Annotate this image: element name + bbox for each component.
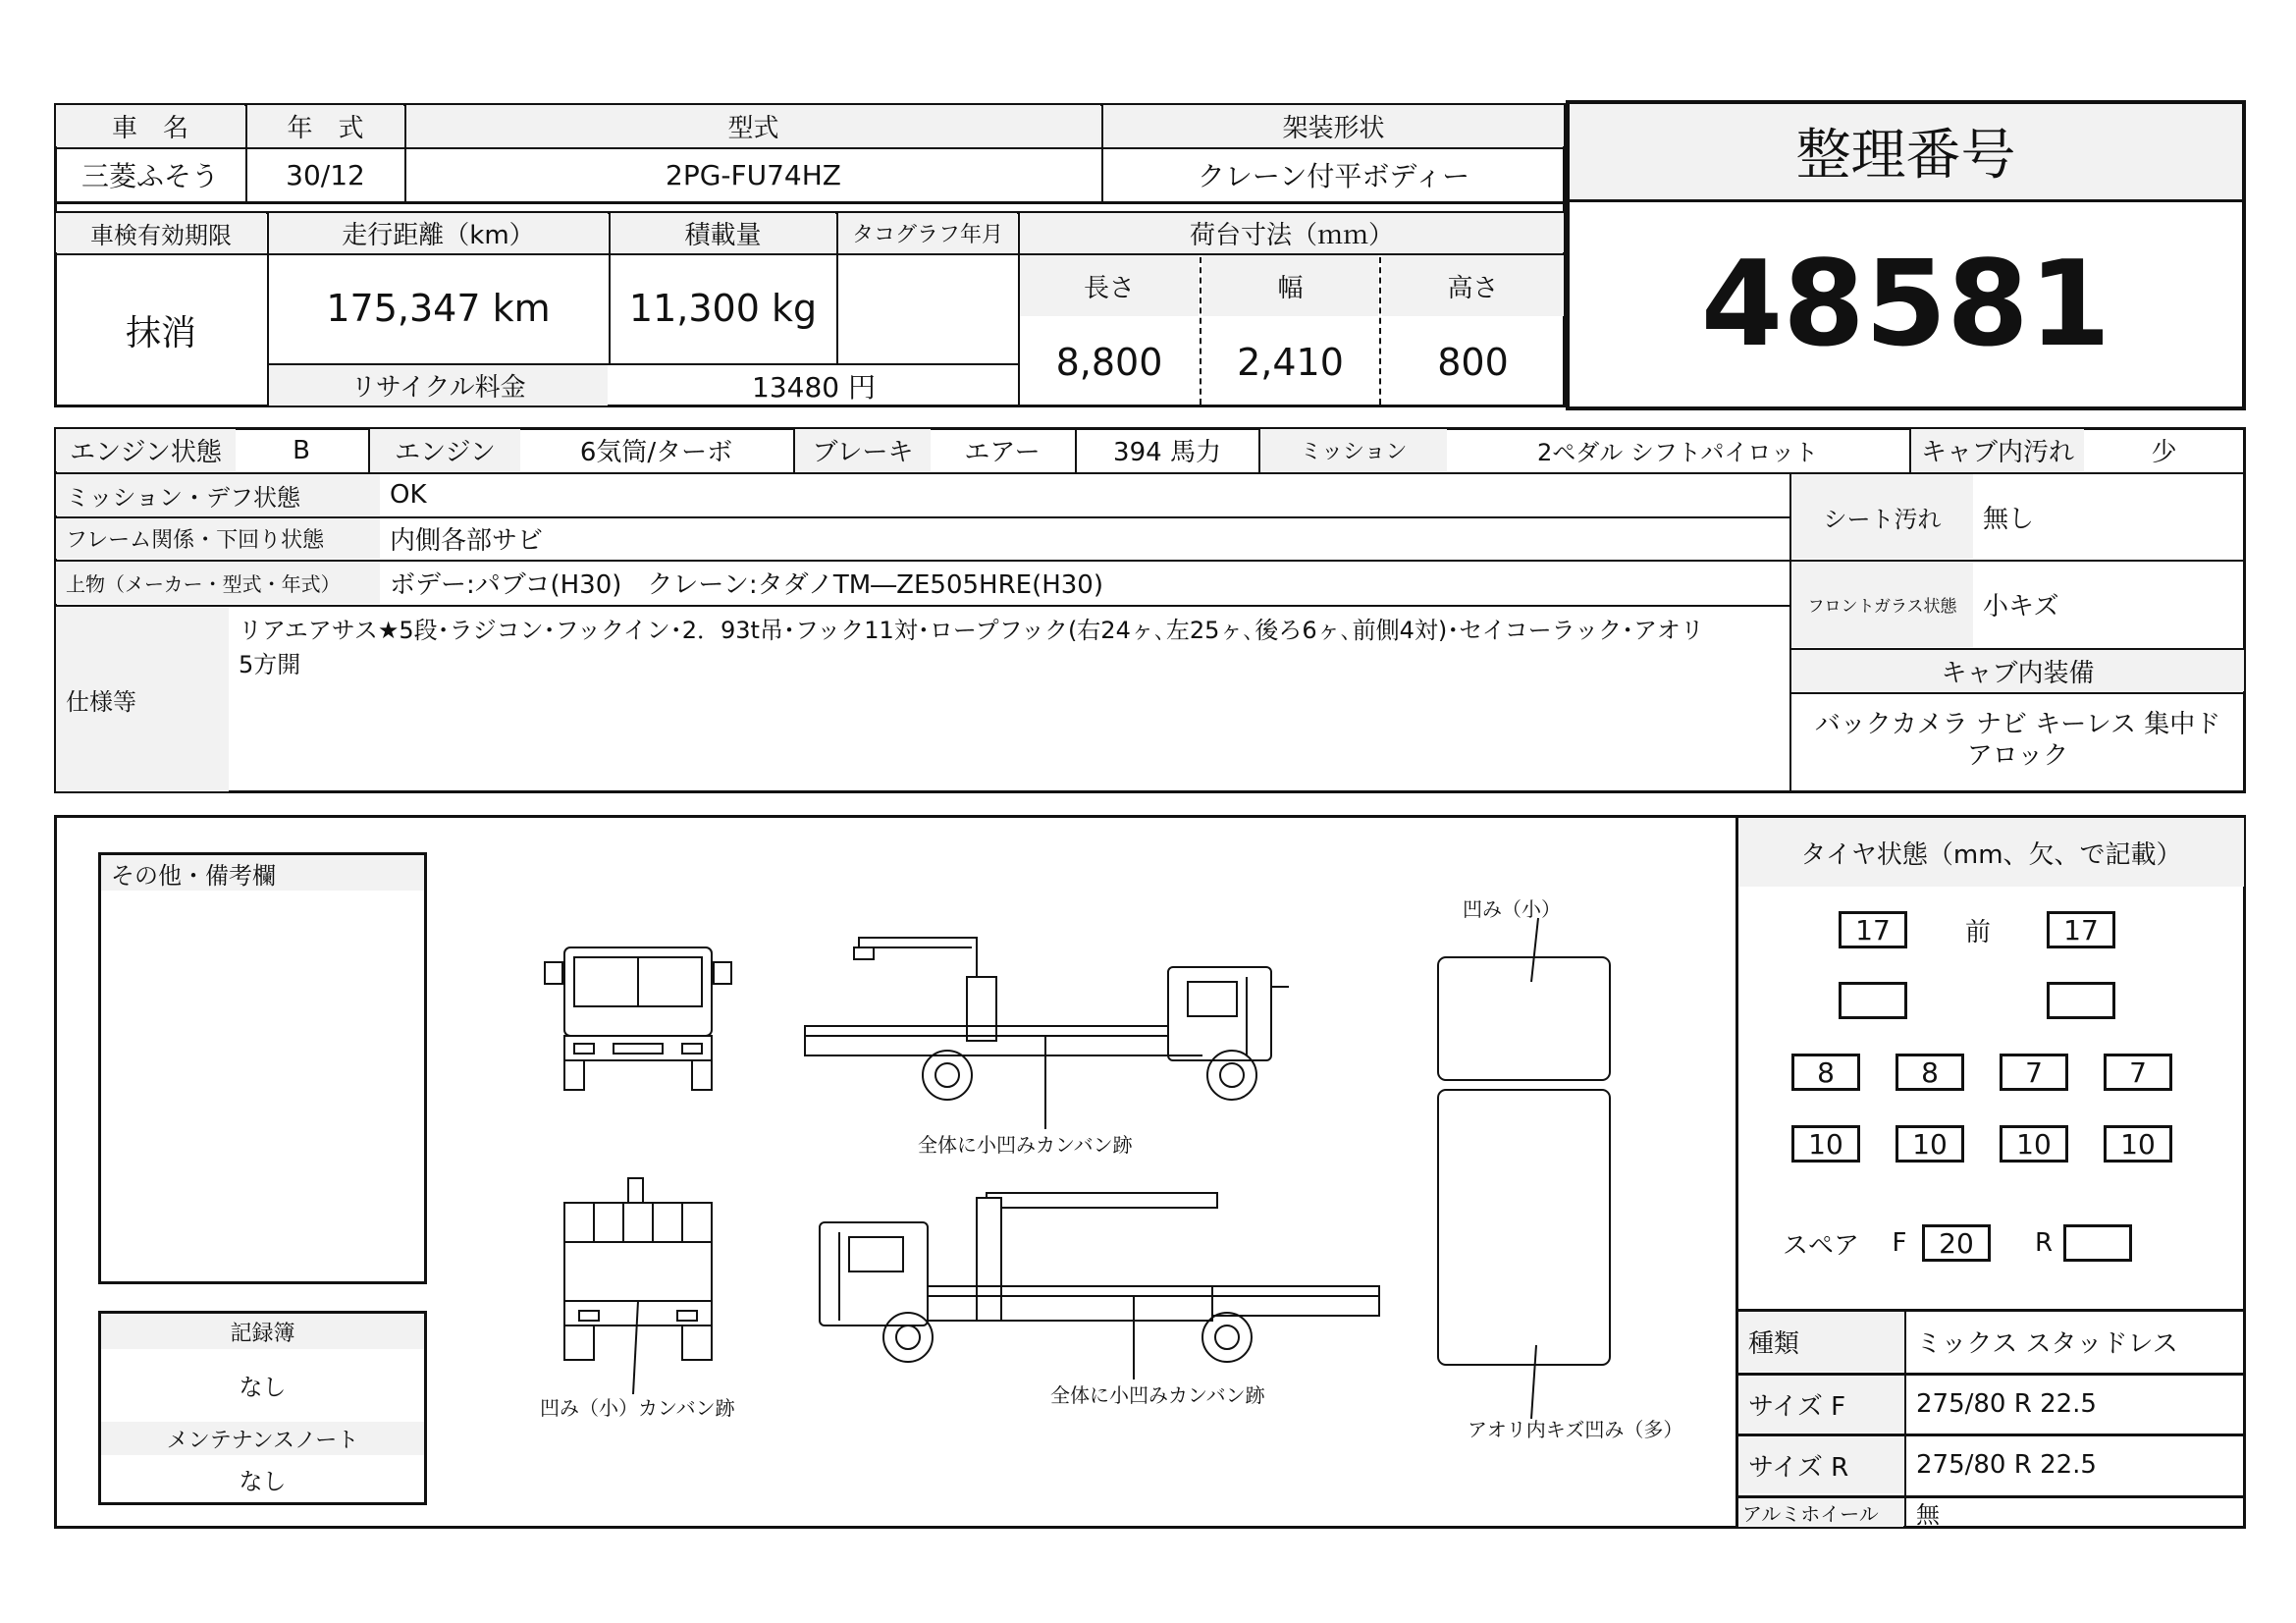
maintenance-label: メンテナンスノート bbox=[101, 1422, 424, 1455]
spare-label: スペア bbox=[1782, 1230, 1859, 1261]
pointer-line bbox=[1526, 918, 1546, 987]
height-value: 800 bbox=[1437, 340, 1509, 384]
spec-text bbox=[239, 611, 1780, 679]
body-type: クレーン付平ボディー bbox=[1197, 160, 1470, 192]
length-label: 長さ bbox=[1020, 255, 1199, 316]
body-type-label: 架装形状 bbox=[1103, 105, 1564, 146]
car-name: 三菱ふそう bbox=[80, 160, 219, 192]
kind-label: 種類 bbox=[1738, 1312, 1903, 1372]
remarks-box bbox=[98, 852, 427, 1284]
car-name-label: 車 名 bbox=[56, 105, 244, 146]
tire-row2-left bbox=[1839, 982, 1907, 1019]
spare-f-label: F bbox=[1892, 1228, 1907, 1258]
tire-spare-r bbox=[2063, 1224, 2132, 1262]
cab-equipment-line-1: バックカメラ ナビ キーレス 集中ド bbox=[1814, 710, 2221, 739]
pointer-line bbox=[1526, 1345, 1546, 1424]
record-value: なし bbox=[239, 1373, 287, 1401]
pointer-line bbox=[1129, 1296, 1139, 1384]
annotation-side-lower: 全体に小凹みカンバン跡 bbox=[1050, 1383, 1265, 1407]
year-label: 年 式 bbox=[247, 105, 403, 146]
size-r: 275/80 R 22.5 bbox=[1916, 1450, 2097, 1480]
engine-state-label: エンジン状態 bbox=[56, 429, 236, 471]
truck-front-view bbox=[540, 938, 736, 1095]
cab-equipment-line-2: アロック bbox=[1966, 741, 2069, 771]
tachograph-label: タコグラフ年月 bbox=[838, 213, 1017, 252]
upper-label: 上物（メーカー・型式・年式） bbox=[56, 562, 380, 604]
maintenance-value: なし bbox=[239, 1467, 287, 1495]
brake-label: ブレーキ bbox=[795, 429, 931, 471]
tachograph-value bbox=[838, 255, 1017, 361]
model-label: 型式 bbox=[406, 105, 1100, 146]
divider bbox=[1379, 257, 1381, 405]
seat-dirt-label: シート汚れ bbox=[1791, 474, 1973, 559]
tire-label: タイヤ状態（mm、欠、で記載） bbox=[1738, 818, 2244, 887]
kind: ミックス スタッドレス bbox=[1916, 1329, 2178, 1359]
inspection-value: 抹消 bbox=[125, 313, 196, 353]
size-r-label: サイズ R bbox=[1738, 1436, 1903, 1493]
mission-diff: OK bbox=[390, 480, 427, 510]
pointer-line bbox=[1041, 1036, 1050, 1134]
upper: ボデー:パブコ(H30) クレーン:タダノTM―ZE505HRE(H30) bbox=[390, 570, 1103, 600]
ref-label: 整理番号 bbox=[1570, 104, 2242, 198]
length-value: 8,800 bbox=[1055, 340, 1163, 384]
size-f: 275/80 R 22.5 bbox=[1916, 1389, 2097, 1419]
frame-label: フレーム関係・下回り状態 bbox=[56, 518, 380, 559]
inspection-label: 車検有効期限 bbox=[56, 213, 266, 252]
truck-side-view-right bbox=[800, 928, 1389, 1109]
mileage-label: 走行距離（km） bbox=[269, 213, 608, 252]
size-f-label: サイズ F bbox=[1738, 1376, 1903, 1433]
tire-spare-f: 20 bbox=[1922, 1224, 1991, 1262]
year: 30/12 bbox=[286, 158, 365, 191]
front-label: 前 bbox=[1964, 917, 1991, 947]
seat-dirt: 無し bbox=[1983, 504, 2035, 534]
height-label: 高さ bbox=[1382, 255, 1564, 316]
bed-size-label: 荷台寸法（ｍｍ） bbox=[1020, 213, 1564, 252]
recycle-label: リサイクル料金 bbox=[269, 365, 608, 406]
tire-row3-2: 8 bbox=[1896, 1054, 1964, 1091]
brake: エアー bbox=[964, 438, 1041, 467]
cab-dirt: 少 bbox=[2151, 438, 2177, 467]
truck-side-view-left bbox=[815, 1193, 1389, 1365]
alumi: 無 bbox=[1916, 1501, 1940, 1529]
cab-equipment bbox=[1791, 709, 2244, 772]
engine: 6気筒/ターボ bbox=[579, 438, 733, 467]
cab-equipment-label: キャブ内装備 bbox=[1791, 650, 2244, 691]
annotation-rear: 凹み（小）カンバン跡 bbox=[540, 1396, 735, 1420]
truck-bed-top-view bbox=[1433, 947, 1615, 1370]
mission-diff-label: ミッション・デフ状態 bbox=[56, 474, 380, 515]
spec-label: 仕様等 bbox=[56, 607, 229, 791]
tire-row2-right bbox=[2047, 982, 2115, 1019]
divider bbox=[1789, 692, 2246, 694]
annotation-gate: アオリ内キズ凹み（多） bbox=[1468, 1418, 1683, 1441]
annotation-top-dent: 凹み（小） bbox=[1463, 897, 1561, 921]
record-label: 記録簿 bbox=[101, 1314, 424, 1349]
width-value: 2,410 bbox=[1237, 340, 1344, 384]
spec-line-2: 5方開 bbox=[239, 651, 301, 678]
annotation-side-upper: 全体に小凹みカンバン跡 bbox=[918, 1133, 1133, 1157]
width-label: 幅 bbox=[1202, 255, 1378, 316]
tire-row4-3: 10 bbox=[2000, 1125, 2068, 1163]
windshield: 小キズ bbox=[1983, 592, 2059, 622]
ref-number: 48581 bbox=[1700, 236, 2111, 373]
tire-front-right: 17 bbox=[2047, 911, 2115, 948]
divider bbox=[1200, 257, 1201, 405]
tire-row3-1: 8 bbox=[1791, 1054, 1860, 1091]
frame: 内側各部サビ bbox=[390, 526, 544, 556]
divider bbox=[54, 605, 1789, 607]
tire-row4-4: 10 bbox=[2104, 1125, 2172, 1163]
spec-line-1: リアエアサス★5段･ラジコン･フックイン･2．93t吊･フック11対･ロープフック(右24ヶ､左25ヶ､後ろ6ヶ､前側4対)･セイコーラック･アオリ bbox=[239, 617, 1704, 644]
tire-row4-1: 10 bbox=[1791, 1125, 1860, 1163]
tire-row3-3: 7 bbox=[2000, 1054, 2068, 1091]
mission-label: ミッション bbox=[1260, 429, 1447, 471]
tire-row4-2: 10 bbox=[1896, 1125, 1964, 1163]
divider bbox=[54, 201, 1566, 204]
capacity-label: 積載量 bbox=[611, 213, 835, 252]
tire-front-left: 17 bbox=[1839, 911, 1907, 948]
alumi-label: アルミホイール bbox=[1738, 1498, 1903, 1527]
mission: 2ペダル シフトパイロット bbox=[1537, 439, 1818, 466]
remarks-label: その他・備考欄 bbox=[101, 855, 424, 891]
engine-label: エンジン bbox=[370, 429, 520, 471]
cab-dirt-label: キャブ内汚れ bbox=[1911, 429, 2084, 471]
horsepower: 394 馬力 bbox=[1113, 438, 1221, 467]
model: 2PG-FU74HZ bbox=[666, 158, 841, 191]
pointer-line bbox=[628, 1301, 648, 1399]
spare-r-label: R bbox=[2034, 1228, 2054, 1258]
windshield-label: フロントガラス状態 bbox=[1791, 562, 1973, 647]
capacity-value: 11,300 kg bbox=[628, 287, 818, 330]
engine-state: B bbox=[293, 435, 310, 465]
recycle-value: 13480 円 bbox=[752, 370, 876, 404]
mileage-value: 175,347 km bbox=[326, 287, 551, 330]
tire-row3-4: 7 bbox=[2104, 1054, 2172, 1091]
